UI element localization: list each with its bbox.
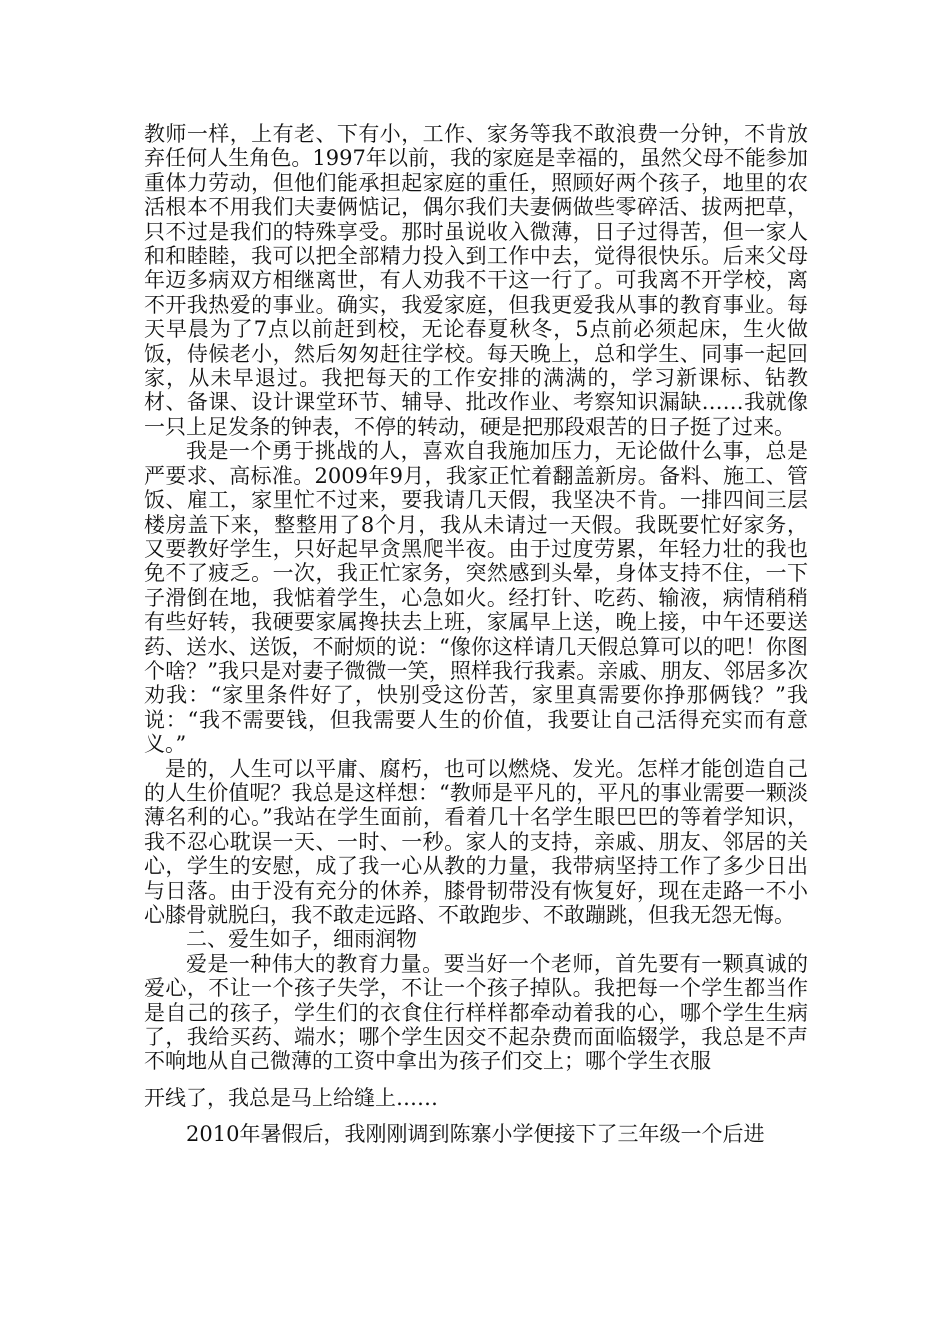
paragraph-sewing: 开线了，我总是马上给缝上…… [144, 1085, 438, 1110]
paragraph-life-value: 是的，人生可以平庸、腐朽，也可以燃烧、发光。怎样才能创造自己的人生价值呢？我总是这样想：“教师是平凡的，平凡的事业需要一颗淡薄名利的心。”我站在学生面前，看着几十名学生眼巴巴的等着学知识，我不忍心耽误一天、一时、一秒。家人的支持，亲戚、朋友、邻居的关心，学生的安慰，成了我一心从教的力量，我带病坚持工作了多少日出与日落。由于没有充分的休养，膝骨韧带没有恢复好，现在走路一不小心膝骨就脱臼，我不敢走远路、不敢跑步、不敢蹦跳，但我无怨无悔。 [144, 756, 808, 927]
paragraph-2010: 2010年暑假后，我刚刚调到陈寨小学便接下了三年级一个后进 [186, 1121, 765, 1146]
paragraph-love-students: 爱是一种伟大的教育力量。要当好一个老师，首先要有一颗真诚的爱心，不让一个孩子失学，不让一个孩子掉队。我把每一个学生都当作是自己的孩子，学生们的衣食住行样样都牵动着我的心，哪个学生生病了，我给买药、端水；哪个学生因交不起杂费而面临辍学，我总是不声不响地从自己微薄的工资中拿出为孩子们交上；哪个学生衣服 [144, 951, 808, 1074]
paragraph-new-house: 我是一个勇于挑战的人，喜欢自我施加压力，无论做什么事，总是严要求、高标准。2009年9月，我家正忙着翻盖新房。备料、施工、管饭、雇工，家里忙不过来，要我请几天假，我坚决不肯。一排四间三层楼房盖下来，整整用了8个月，我从未请过一天假。我既要忙好家务，又要教好学生，只好起早贪黑爬半夜。由于过度劳累，年轻力壮的我也免不了疲乏。一次，我正忙家务，突然感到头晕，身体支持不住，一下子滑倒在地，我惦着学生，心急如火。经打针、吃药、输液，病情稍稍有些好转，我硬要家属搀扶去上班，家属早上送，晚上接，中午还要送药、送水、送饭，不耐烦的说：“像你这样请几天假总算可以的吧！你图个啥？”我只是对妻子微微一笑，照样我行我素。亲戚、朋友、邻居多次劝我：“家里条件好了，快别受这份苦，家里真需要你挣那俩钱？”我说：“我不需要钱，但我需要人生的价值，我要让自己活得充实而有意义。” [144, 439, 808, 757]
body-text [144, 122, 808, 1152]
paragraph-family-balance: 教师一样，上有老、下有小，工作、家务等我不敢浪费一分钟，不肯放弃任何人生角色。1997年以前，我的家庭是幸福的，虽然父母不能参加重体力劳动，但他们能承担起家庭的重任，照顾好两个孩子，地里的农活根本不用我们夫妻俩惦记，偶尔我们夫妻俩做些零碎活、拔两把草，只不过是我们的特殊享受。那时虽说收入微薄，日子过得苦，但一家人和和睦睦，我可以把全部精力投入到工作中去，觉得很快乐。后来父母年迈多病双方相继离世，有人劝我不干这一行了。可我离不开学校，离不开我热爱的事业。确实，我爱家庭，但我更爱我从事的教育事业。每天早晨为了7点以前赶到校，无论春夏秋冬，5点前必须起床，生火做饭，侍候老小，然后匆匆赶往学校。每天晚上，总和学生、同事一起回家，从未早退过。我把每天的工作安排的满满的，学习新课标、钻教材、备课、设计课堂环节、辅导、批改作业、考察知识漏缺……我就像一只上足发条的钟表，不停的转动，硬是把那段艰苦的日子挺了过来。 [144, 122, 808, 439]
section-heading: 二、爱生如子，细雨润物 [186, 927, 417, 952]
